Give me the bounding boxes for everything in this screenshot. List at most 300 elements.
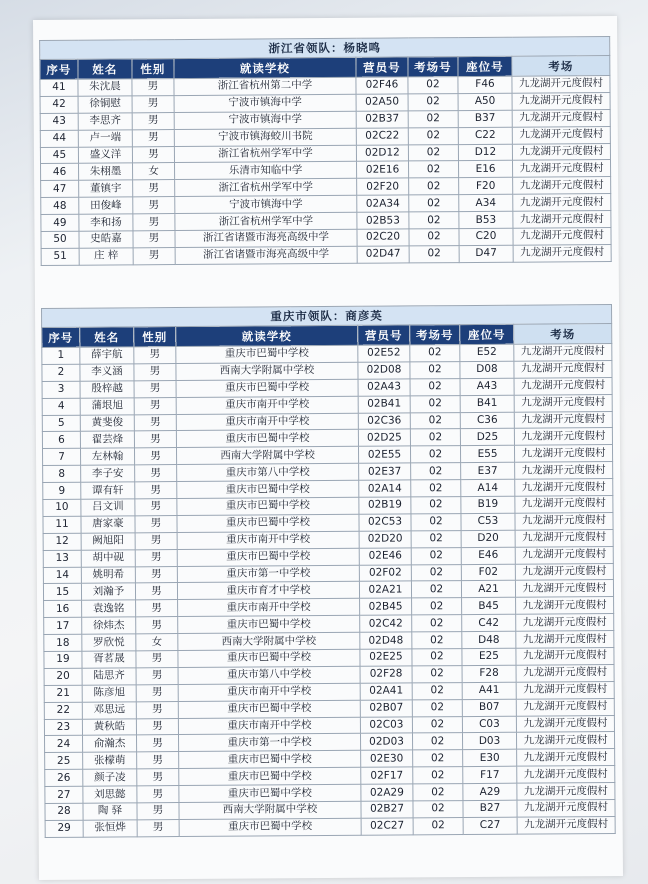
cell-seat: A14 [461,479,515,496]
cell-school: 西南大学附属中学校 [178,632,360,650]
cell-exam-no: 02A41 [360,683,412,700]
cell-room: 02 [408,93,458,110]
header-name: 姓名 [78,59,132,79]
cell-site: 九龙湖开元度假村 [513,194,611,212]
cell-name: 盛义洋 [78,146,132,163]
cell-seat: D25 [460,429,514,446]
cell-room: 02 [409,161,459,178]
cell-gender: 男 [136,600,178,617]
cell-site: 九龙湖开元度假村 [512,76,610,94]
cell-name: 徐铜慰 [78,96,132,113]
cell-site: 九龙湖开元度假村 [515,529,613,547]
cell-school: 宁波市镇海中学 [174,111,356,129]
cell-exam-no: 02E55 [358,446,410,463]
cell-room: 02 [411,530,461,547]
cell-school: 浙江省诸暨市海亮高级中学 [175,229,357,247]
cell-gender: 男 [136,718,178,735]
cell-seq: 10 [43,499,81,516]
team-title: 浙江省领队：杨晓鸣 [40,37,610,60]
cell-seat: A34 [459,194,513,211]
cell-room: 02 [413,801,463,818]
cell-school: 重庆市南开中学校 [176,413,358,431]
cell-seq: 41 [40,79,78,96]
header-seq: 序号 [40,59,78,79]
cell-room: 02 [411,497,461,514]
header-room: 考场号 [408,57,458,77]
cell-seq: 4 [42,398,80,415]
cell-exam-no: 02B07 [360,700,412,717]
cell-gender: 男 [135,465,177,482]
cell-gender: 男 [135,566,177,583]
cell-room: 02 [411,547,461,564]
cell-exam-no: 02B27 [361,801,413,818]
cell-room: 02 [413,784,463,801]
cell-gender: 男 [132,129,174,146]
cell-school: 重庆市巴蜀中学校 [177,497,359,515]
cell-gender: 男 [134,448,176,465]
cell-name: 颜子凌 [83,769,137,786]
cell-name: 谭有轩 [81,482,135,499]
cell-site: 九龙湖开元度假村 [515,479,613,497]
cell-seq: 20 [44,668,82,685]
cell-site: 九龙湖开元度假村 [517,783,615,801]
cell-school: 重庆市第一中学校 [177,565,359,583]
cell-gender: 男 [135,482,177,499]
header-gender: 性别 [132,59,174,79]
cell-school: 重庆市南开中学校 [177,531,359,549]
header-site: 考场 [514,324,612,345]
cell-school: 浙江省杭州第二中学 [174,77,356,95]
cell-seq: 47 [41,181,79,198]
cell-name: 刘思懿 [83,786,137,803]
cell-gender: 男 [135,549,177,566]
cell-seat: C27 [463,817,517,834]
table-body [40,76,611,266]
cell-gender: 男 [133,197,175,214]
cell-room: 02 [410,361,460,378]
cell-site: 九龙湖开元度假村 [516,597,614,615]
cell-school: 重庆市南开中学校 [178,683,360,701]
cell-site: 九龙湖开元度假村 [512,160,610,178]
cell-exam-no: 02C27 [361,818,413,835]
cell-room: 02 [412,649,462,666]
team-table-chongqing [41,304,616,838]
cell-exam-no: 02C53 [359,514,411,531]
cell-school: 重庆市巴蜀中学校 [178,616,360,634]
cell-seq: 44 [40,130,78,147]
cell-exam-no: 02F46 [356,77,408,94]
cell-name: 袁逸铭 [82,600,136,617]
cell-school: 西南大学附属中学校 [176,447,358,465]
cell-room: 02 [411,564,461,581]
cell-seat: A43 [460,378,514,395]
cell-school: 重庆市巴蜀中学校 [179,818,361,836]
cell-exam-no: 02B19 [359,497,411,514]
cell-name: 李义涵 [80,364,134,381]
cell-seat: C53 [461,513,515,530]
cell-site: 九龙湖开元度假村 [512,126,610,144]
cell-exam-no: 02B37 [356,111,408,128]
cell-seq: 45 [40,147,78,164]
cell-site: 九龙湖开元度假村 [515,563,613,581]
cell-exam-no: 02E46 [359,548,411,565]
cell-room: 02 [408,110,458,127]
cell-site: 九龙湖开元度假村 [512,92,610,110]
cell-exam-no: 02D47 [357,246,409,263]
header-school: 就读学校 [176,325,358,346]
cell-site: 九龙湖开元度假村 [514,377,612,395]
cell-seat: E16 [458,161,512,178]
cell-room: 02 [410,345,460,362]
cell-name: 李和扬 [79,214,133,231]
cell-site: 九龙湖开元度假村 [512,109,610,127]
cell-name: 黄秋皓 [82,718,136,735]
cell-seq: 49 [41,214,79,231]
cell-gender: 男 [134,347,176,364]
cell-room: 02 [412,615,462,632]
cell-exam-no: 02A50 [356,94,408,111]
cell-room: 02 [409,195,459,212]
cell-room: 02 [412,598,462,615]
cell-site: 九龙湖开元度假村 [516,715,614,733]
cell-school: 重庆市巴蜀中学校 [176,345,358,363]
cell-seat: B19 [461,496,515,513]
cell-seq: 28 [45,803,83,820]
cell-gender: 男 [137,803,179,820]
cell-exam-no: 02E52 [358,345,410,362]
cell-room: 02 [412,716,462,733]
cell-room: 02 [410,412,460,429]
cell-seat: B27 [463,800,517,817]
team-title: 重庆市领队：商彦英 [42,305,612,328]
cell-name: 胡中砚 [81,550,135,567]
cell-seq: 2 [42,364,80,381]
cell-site: 九龙湖开元度假村 [515,546,613,564]
cell-seat: C22 [458,127,512,144]
cell-room: 02 [409,212,459,229]
cell-site: 九龙湖开元度假村 [516,698,614,716]
cell-exam-no: 02E25 [360,649,412,666]
cell-name: 董镇宇 [79,180,133,197]
cell-site: 九龙湖开元度假村 [517,766,615,784]
cell-school: 浙江省杭州学军中学 [175,212,357,230]
cell-gender: 女 [136,634,178,651]
team-table-zhejiang [39,36,612,266]
cell-exam-no: 02C36 [358,412,410,429]
cell-seat: D12 [458,144,512,161]
cell-room: 02 [411,480,461,497]
cell-site: 九龙湖开元度假村 [514,428,612,446]
cell-site: 九龙湖开元度假村 [513,177,611,195]
cell-gender: 男 [134,397,176,414]
cell-seq: 51 [41,248,79,265]
cell-room: 02 [408,77,458,94]
cell-name: 黄斐俊 [80,414,134,431]
cell-seq: 7 [42,449,80,466]
cell-exam-no: 02B53 [357,212,409,229]
cell-seq: 15 [43,584,81,601]
cell-seat: E37 [461,462,515,479]
cell-site: 九龙湖开元度假村 [517,816,615,834]
cell-name: 陆思齐 [82,668,136,685]
cell-seat: B37 [458,110,512,127]
cell-school: 重庆市巴蜀中学校 [176,379,358,397]
cell-name: 翟芸烽 [80,431,134,448]
cell-gender: 男 [137,735,179,752]
cell-gender: 男 [133,231,175,248]
cell-exam-no: 02F17 [361,767,413,784]
cell-gender: 男 [133,247,175,264]
cell-school: 重庆市巴蜀中学校 [179,751,361,769]
cell-seat: B45 [462,598,516,615]
cell-gender: 男 [135,583,177,600]
cell-exam-no: 02C22 [356,128,408,145]
header-seq: 序号 [42,327,80,347]
cell-name: 朱沈晨 [78,79,132,96]
cell-seq: 13 [43,550,81,567]
cell-school: 重庆市第一中学校 [179,734,361,752]
cell-exam-no: 02D08 [358,362,410,379]
cell-seat: A21 [461,581,515,598]
cell-seq: 48 [41,197,79,214]
cell-room: 02 [410,446,460,463]
cell-name: 薛宇航 [80,347,134,364]
cell-seq: 8 [43,465,81,482]
cell-gender: 男 [133,214,175,231]
cell-seat: F17 [463,766,517,783]
cell-exam-no: 02A21 [359,581,411,598]
cell-exam-no: 02C03 [360,717,412,734]
cell-exam-no: 02A14 [359,480,411,497]
cell-school: 西南大学附属中学校 [176,362,358,380]
cell-seq: 43 [40,113,78,130]
cell-seq: 1 [42,347,80,364]
cell-exam-no: 02A34 [357,195,409,212]
header-school: 就读学校 [174,57,356,78]
cell-seq: 21 [44,685,82,702]
cell-seq: 46 [41,164,79,181]
cell-school: 重庆市巴蜀中学校 [177,480,359,498]
cell-seq: 27 [45,786,83,803]
cell-gender: 男 [136,617,178,634]
cell-room: 02 [411,581,461,598]
cell-school: 宁波市镇海中学 [175,196,357,214]
cell-gender: 男 [136,667,178,684]
cell-school: 重庆市巴蜀中学校 [176,430,358,448]
cell-gender: 男 [136,684,178,701]
cell-gender: 男 [134,363,176,380]
cell-seat: B53 [459,211,513,228]
cell-name: 左林翰 [80,448,134,465]
cell-room: 02 [413,750,463,767]
cell-gender: 男 [134,414,176,431]
cell-school: 乐清市知临中学 [175,162,357,180]
cell-site: 九龙湖开元度假村 [513,211,611,229]
cell-site: 九龙湖开元度假村 [515,512,613,530]
cell-exam-no: 02D20 [359,531,411,548]
cell-gender: 男 [134,431,176,448]
cell-gender: 男 [132,95,174,112]
cell-seq: 25 [45,753,83,770]
cell-exam-no: 02E30 [361,750,413,767]
cell-seat: E55 [460,446,514,463]
cell-seq: 26 [45,769,83,786]
cell-name: 邓思远 [82,702,136,719]
cell-seat: E52 [460,344,514,361]
cell-room: 02 [411,513,461,530]
cell-seq: 16 [44,601,82,618]
cell-seq: 17 [44,617,82,634]
cell-site: 九龙湖开元度假村 [516,631,614,649]
table-row [41,244,611,265]
cell-school: 重庆市巴蜀中学校 [177,514,359,532]
cell-school: 浙江省杭州学军中学 [175,179,357,197]
cell-seat: F02 [461,564,515,581]
cell-seat: F28 [462,665,516,682]
cell-exam-no: 02E37 [359,463,411,480]
cell-seq: 22 [44,702,82,719]
cell-seat: C20 [459,228,513,245]
cell-exam-no: 02F02 [359,564,411,581]
cell-name: 姚明希 [81,566,135,583]
cell-seq: 3 [42,381,80,398]
cell-seq: 29 [45,820,83,837]
cell-name: 张恒烨 [83,820,137,837]
cell-seat: A50 [458,93,512,110]
cell-site: 九龙湖开元度假村 [516,648,614,666]
cell-seat: D47 [459,245,513,262]
cell-school: 重庆市南开中学校 [178,717,360,735]
cell-school: 重庆市巴蜀中学校 [178,700,360,718]
cell-site: 九龙湖开元度假村 [515,580,613,598]
cell-exam-no: 02F20 [357,178,409,195]
cell-room: 02 [413,767,463,784]
cell-exam-no: 02D48 [360,632,412,649]
cell-seq: 12 [43,533,81,550]
cell-exam-no: 02C42 [360,615,412,632]
cell-room: 02 [408,144,458,161]
table-body [42,344,615,838]
cell-seat: D08 [460,361,514,378]
cell-school: 重庆市巴蜀中学校 [179,784,361,802]
cell-name: 朱栩墨 [79,163,133,180]
cell-exam-no: 02A43 [358,379,410,396]
cell-gender: 女 [133,163,175,180]
cell-school: 重庆市南开中学校 [178,599,360,617]
cell-school: 宁波市镇海中学 [174,94,356,112]
cell-seq: 9 [43,482,81,499]
cell-site: 九龙湖开元度假村 [514,445,612,463]
cell-gender: 男 [137,819,179,836]
cell-school: 重庆市巴蜀中学校 [179,768,361,786]
cell-room: 02 [411,463,461,480]
cell-seat: F20 [459,178,513,195]
cell-school: 重庆市巴蜀中学校 [177,548,359,566]
cell-name: 庄 梓 [79,248,133,265]
cell-seat: C03 [462,716,516,733]
cell-site: 九龙湖开元度假村 [512,143,610,161]
cell-school: 重庆市第八中学校 [177,464,359,482]
header-seat: 座位号 [460,324,514,344]
cell-exam-no: 02B45 [360,598,412,615]
cell-seat: B41 [460,395,514,412]
cell-seq: 5 [42,415,80,432]
cell-school: 浙江省杭州学军中学 [174,145,356,163]
cell-room: 02 [412,632,462,649]
cell-room: 02 [412,733,462,750]
cell-gender: 男 [137,769,179,786]
cell-school: 浙江省诸暨市海亮高级中学 [175,246,357,264]
cell-seq: 19 [44,651,82,668]
cell-seat: D03 [462,733,516,750]
cell-site: 九龙湖开元度假村 [514,360,612,378]
cell-name: 刘瀚予 [81,583,135,600]
cell-gender: 男 [132,112,174,129]
cell-school: 宁波市镇海蛟川书院 [174,128,356,146]
cell-name: 李子安 [81,465,135,482]
cell-seq: 18 [44,634,82,651]
cell-exam-no: 02D12 [356,144,408,161]
cell-name: 张檬萌 [83,752,137,769]
cell-name: 卢一端 [78,130,132,147]
cell-room: 02 [409,178,459,195]
cell-name: 胥茗晟 [82,651,136,668]
header-room: 考场号 [410,325,460,345]
header-site: 考场 [512,56,610,77]
cell-seat: B07 [462,699,516,716]
cell-school: 重庆市第八中学校 [178,666,360,684]
cell-exam-no: 02B41 [358,396,410,413]
cell-school: 西南大学附属中学校 [179,801,361,819]
cell-seat: E25 [462,648,516,665]
table-row [45,816,615,837]
header-exam-no: 营员号 [358,325,410,345]
cell-seq: 24 [45,736,83,753]
cell-school: 重庆市育才中学校 [177,582,359,600]
cell-site: 九龙湖开元度假村 [516,681,614,699]
cell-exam-no: 02A29 [361,784,413,801]
cell-seat: A41 [462,682,516,699]
cell-room: 02 [409,229,459,246]
cell-gender: 男 [135,532,177,549]
cell-name: 吕文训 [81,499,135,516]
cell-seat: E30 [463,750,517,767]
cell-seq: 11 [43,516,81,533]
cell-gender: 男 [132,146,174,163]
cell-gender: 男 [137,752,179,769]
header-name: 姓名 [80,327,134,347]
cell-site: 九龙湖开元度假村 [514,394,612,412]
header-exam-no: 营员号 [356,57,408,77]
header-gender: 性别 [134,327,176,347]
header-seat: 座位号 [458,56,512,76]
cell-seq: 50 [41,231,79,248]
cell-seq: 6 [42,432,80,449]
cell-exam-no: 02C20 [357,229,409,246]
cell-exam-no: 02E16 [357,161,409,178]
cell-name: 徐炜杰 [82,617,136,634]
cell-gender: 男 [135,515,177,532]
cell-site: 九龙湖开元度假村 [514,411,612,429]
cell-site: 九龙湖开元度假村 [516,664,614,682]
cell-gender: 男 [133,180,175,197]
cell-site: 九龙湖开元度假村 [517,800,615,818]
cell-exam-no: 02F28 [360,666,412,683]
cell-name: 陶 驿 [83,803,137,820]
cell-room: 02 [408,127,458,144]
cell-name: 殷梓越 [80,381,134,398]
cell-site: 九龙湖开元度假村 [515,462,613,480]
